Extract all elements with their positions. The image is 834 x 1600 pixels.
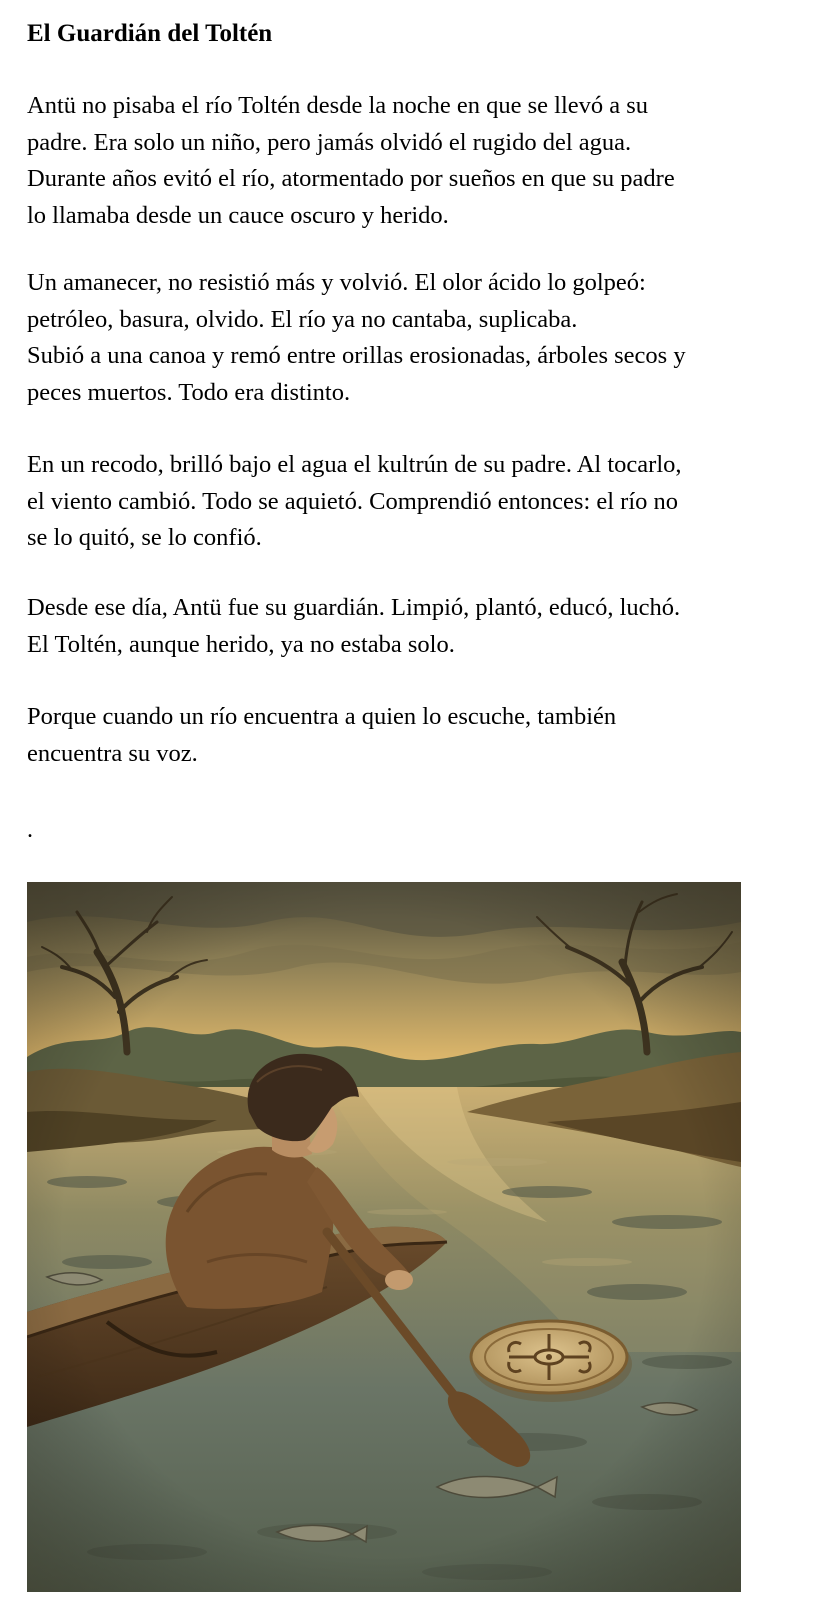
text-line: Antü no pisaba el río Toltén desde la noche en que se llevó a su [27,92,649,119]
text-line: se lo quitó, se lo confió. [27,524,262,551]
text-line: Porque cuando un río encuentra a quien lo escuche, también [27,703,617,730]
paragraph-1 [27,88,675,234]
text-line: encuentra su voz. [27,739,198,767]
paragraph-4 [27,590,680,663]
document-title: El Guardián del Toltén [27,20,273,47]
paragraph-5 [27,699,616,772]
text-line: peces muertos. Todo era distinto. [27,378,351,406]
paragraph-3 [27,447,682,557]
text-line: Desde ese día, Antü fue su guardián. Limpió, plantó, educó, luchó. [27,594,681,621]
text-line: En un recodo, brilló bajo el agua el kultrún de su padre. Al tocarlo, [27,451,682,478]
text-line: el viento cambió. Todo se aquietó. Comprendió entonces: el río no [27,487,679,515]
illustration-svg [27,882,741,1592]
text-line: Subió a una canoa y remó entre orillas erosionadas, árboles secos y [27,342,686,369]
text-line: lo llamaba desde un cauce oscuro y herido. [27,201,449,229]
text-line: petróleo, basura, olvido. El río ya no cantaba, suplicaba. [27,305,578,333]
river-canoe-illustration [27,882,741,1592]
paragraph-2 [27,265,686,411]
text-line: Durante años evitó el río, atormentado por sueños en que su padre [27,165,675,192]
trailing-period: . [27,817,33,843]
text-line: El Toltén, aunque herido, ya no estaba solo. [27,630,455,658]
text-line: Un amanecer, no resistió más y volvió. El olor ácido lo golpeó: [27,269,646,296]
text-line: padre. Era solo un niño, pero jamás olvidó el rugido del agua. [27,128,632,156]
